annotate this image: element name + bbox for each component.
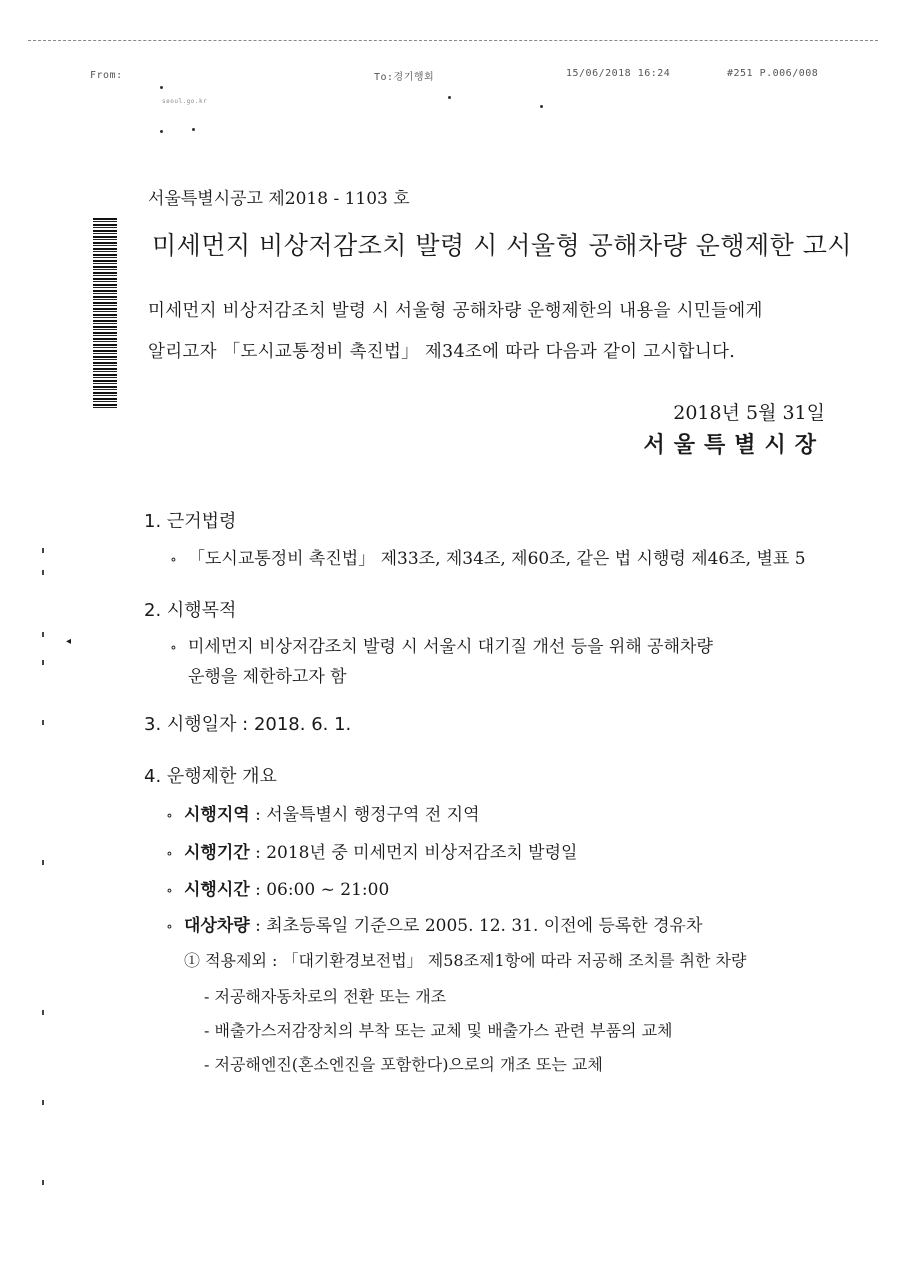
time-label: 시행시간 — [184, 880, 250, 900]
intro-line-2: 알리고자 「도시교통정비 촉진법」 제34조에 따라 다음과 같이 고시합니다. — [148, 342, 736, 362]
bullet-symbol: ∘ — [166, 883, 173, 899]
scan-edge-mark — [42, 1010, 44, 1015]
time-item — [166, 875, 389, 900]
period-value: : 2018년 중 미세먼지 비상저감조치 발령일 — [249, 843, 578, 863]
scan-edge-mark — [42, 720, 44, 725]
bullet-symbol: ∘ — [170, 640, 177, 656]
scan-edge-mark — [42, 548, 44, 553]
scan-edge-mark — [42, 1180, 44, 1185]
fax-page: #251 P.006/008 — [727, 68, 819, 79]
notice-number: 서울특별시공고 제2018 - 1103 호 — [148, 189, 410, 209]
scan-arrow-mark: ◂ — [66, 636, 72, 647]
issuer: 서울특별시장 — [643, 432, 825, 458]
area-item — [166, 800, 480, 825]
page-title: 미세먼지 비상저감조치 발령 시 서울형 공해차량 운행제한 고시 — [152, 231, 853, 260]
scan-edge-mark — [42, 570, 44, 575]
scan-speck — [540, 105, 543, 108]
scan-edge-mark — [42, 632, 44, 637]
target-item — [166, 911, 702, 936]
scan-speck — [192, 128, 195, 131]
scan-top-line — [28, 40, 878, 41]
scan-edge-mark — [42, 1100, 44, 1105]
fax-from: From: — [90, 70, 123, 81]
section-3-heading: 3. 시행일자 : 2018. 6. 1. — [144, 714, 352, 735]
exempt-item: - 배출가스저감장치의 부착 또는 교체 및 배출가스 관련 부품의 교체 — [204, 1021, 673, 1040]
section-2-heading: 2. 시행목적 — [144, 600, 237, 621]
bullet-symbol: ∘ — [166, 846, 173, 862]
bullet-symbol: ∘ — [166, 808, 173, 824]
notice-date: 2018년 5월 31일 — [673, 402, 825, 424]
exempt-heading: ① 적용제외 : 「대기환경보전법」 제58조제1항에 따라 저공해 조치를 취한 차량 — [184, 951, 747, 970]
legal-basis-text: 「도시교통정비 촉진법」 제33조, 제34조, 제60조, 같은 법 시행령 제46조, 별표 5 — [188, 549, 806, 569]
scan-speck — [448, 96, 451, 99]
period-label: 시행기간 — [184, 843, 250, 863]
scan-speck — [160, 130, 163, 133]
period-item — [166, 838, 577, 863]
exempt-item: - 저공해자동차로의 전환 또는 개조 — [204, 987, 447, 1006]
fax-sender-line: seoul.go.kr — [162, 98, 208, 105]
scan-edge-mark — [42, 660, 44, 665]
scan-speck — [160, 86, 163, 89]
section-2-item — [170, 632, 713, 657]
target-value: : 최초등록일 기준으로 2005. 12. 31. 이전에 등록한 경유차 — [249, 916, 703, 936]
fax-to: To:경기행회 — [374, 72, 435, 83]
section-1-item — [170, 544, 806, 569]
intro-line-1: 미세먼지 비상저감조치 발령 시 서울형 공해차량 운행제한의 내용을 시민들에게 — [148, 301, 763, 321]
purpose-line-2: 운행을 제한하고자 함 — [188, 667, 347, 687]
bullet-symbol: ∘ — [166, 919, 173, 935]
scan-edge-mark — [42, 860, 44, 865]
area-label: 시행지역 — [184, 805, 250, 825]
bullet-symbol: ∘ — [170, 552, 177, 568]
exempt-item: - 저공해엔진(혼소엔진을 포함한다)으로의 개조 또는 교체 — [204, 1055, 603, 1074]
section-4-heading: 4. 운행제한 개요 — [144, 766, 277, 787]
target-label: 대상차량 — [184, 916, 250, 936]
fax-datetime: 15/06/2018 16:24 — [566, 68, 671, 79]
purpose-line-1: 미세먼지 비상저감조치 발령 시 서울시 대기질 개선 등을 위해 공해차량 — [188, 637, 713, 657]
area-value: : 서울특별시 행정구역 전 지역 — [249, 805, 480, 825]
section-1-heading: 1. 근거법령 — [144, 511, 237, 532]
barcode-strip — [93, 218, 117, 408]
time-value: : 06:00 ~ 21:00 — [249, 880, 390, 900]
